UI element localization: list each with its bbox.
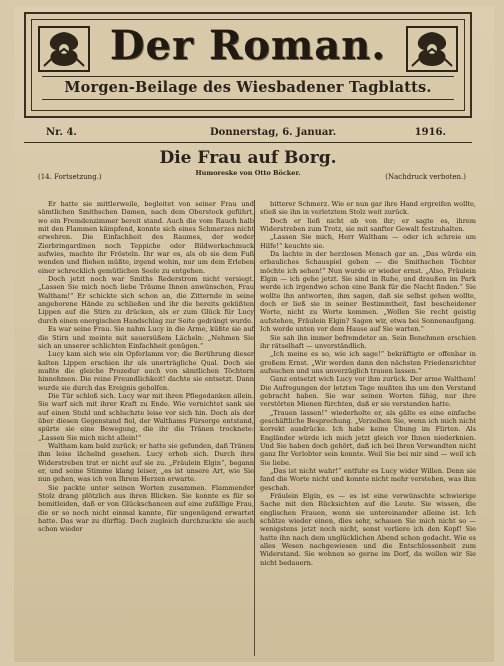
paragraph: Waltham kam bald zurück; er hatte sie gefunden, daß Tränen ihm leise lächelnd gesehen. Lucy erhob sich. Durch ihre Widerstreben trat er nicht auf sie zu. „Fräulein Elgin“, begann er, und seine Stimme klang leiser, „es ist unsere Art, wie Sie nun gehen, was ich von Ihrem Herzen erwarte. [38,441,254,484]
paragraph: bitterer Schmerz. Wie er nun gar ihre Hand ergreifen wollte, stieß sie ihn in verletztem Stolz weit zurück. [260,200,476,217]
paragraph: „Ich meine es so, wie ich sage!“ bekräftigte er offenbar in großem Ernst. „Wir werden dann den nächsten Friedensrichter aufsuchen und uns unverzüglich trauen lassen.“ [260,350,476,375]
paragraph: „Trauen lassen!“ wiederholte er, als gälte es eine einfache geschäftliche Besprechung. „Verzeihen Sie, wenn ich mich nicht korrekt ausdrücke. Ich habe keine Übung im Flirten. Als Engländer würde ich mich jetzt gleich vor Ihnen niederknien. Und Sie haben doch gehört, daß ich bei Ihren Verwandten nicht ganz Ihr Verlobter sein konnte. Weil Sie bei mir sind — weil ich Sie liebe. [260,408,476,467]
masthead-title: Der Roman. [109,22,387,69]
issue-number: Nr. 4. [46,127,77,138]
paragraph: Ganz entsetzt wich Lucy vor ihm zurück. Der arme Waltham! Die Aufregungen der letzten Tage mußten ihn um den Verstand gebracht haben. Sie war seinen Worten fähig, nur ihre verstörten Mienen fürchten, daß er sie verstanden hatte. [260,375,476,409]
paragraph: Doch er ließ nicht ab von ihr; er sagte es, ihrem Widerstreben zum Trotz, sie mit sanfter Gewalt festzuhalten. [260,216,476,234]
masthead-subtitle: Morgen-Beilage des Wiesbadener Tagblatts. [42,76,454,100]
story-title: Die Frau auf Borg. [159,148,337,168]
paragraph: Sie sah ihn immer befremdeter an. Sein Benehmen erschien ihr rätselhaft — unverständlich. [260,333,476,350]
paragraph: Da lachte in der herzlosen Mensch gar an. „Das würde ein erbauliches Schauspiel geben — die Smithschen Töchter möchte ich sehen!“ Nun wurde er wieder ernst. „Also, Fräulein Elgin — ich gehe jetzt. Sie sind in Ruhe, und draußen im Park werde ich irgendwo schon eine Bank für die Nacht finden.“ Sie wollte ihn antworten, ihm sagen, daß sie selbst gehen wollte, doch er ließ sie in seiner Bestimmtheit, fast bescheidener Worte, nicht zu Worte kommen. „Wollen Sie recht geistig aufstehen, Fräulein Elgin? Sagen wir, etwa bei Sonnenaufgang. Ich werde unten vor dem Hause auf Sie warten.“ [260,250,476,334]
paragraph: Es war seine Frau. Sie nahm Lucy in die Arme, küßte sie auf die Stirn und meinte mit sauersüßem Lächeln: „Nehmen Sie sich an unserer schlichten Einfachheit genügen.“ [38,325,254,350]
paragraph: Er hatte sie mittlerweile, begleitet von seiner Frau und sämtlichen Smithschen Damen, nach dem Oberstock geführt, wo ein Fremdenzimmer bereit stand. Auch die vom Rauch halb mit den Flammen kämpfend, konnte sich eines Schmerzes nicht erwehren. Die Einfachheit des Raumes, der weder Zierbringardinen noch Teppiche oder Bildwerkschmuck aufwies, machte ihr Frösteln. Ihr war es, als ob sie dem Fuß wenden und fliehen müßte, irgend wohin, nur um dem Erleben einer schrecklich gemütlichen Seele zu entgehen. [38,200,254,275]
paragraph: Lucy kam sich wie ein Opferlamm vor; die Berührung dieser kalten Lippen erschien ihr als unerträgliche Qual. Doch sie mußte die gleiche Prozedur auch von sämtlichen Töchtern hinnehmen. Die reine Freundlichkeit! dachte sie entsetzt. Dann wurde sie durch das Ereignis geholfen. [38,350,254,392]
paragraph: Die Tür schloß sich. Lucy war mit ihren Pflegedanken allein. Sie warf sich mit ihrer Kraft zu Ende. Wie vernichtet sank sie auf einen Stuhl und schluchzte leise vor sich hin. Doch als der über diesen Gegenstand fiel, der Walthams Fürsorge entstand, spürte sie eine Bewegung, die ihr die Tränen trocknete: „Lassen Sie mich nicht allein!“ [38,391,254,442]
text-column-right [260,200,476,660]
issue-year: 1916. [414,127,446,138]
paragraph: „Das ist nicht wahr!“ entfuhr es Lucy wider Willen. Denn sie fand die Worte nicht und konnte nicht mehr verstehen, was ihm geschah. [260,467,476,492]
paragraph: Doch jetzt noch war Smiths Rederstrom nicht versiegt. „Lassen Sie mich noch liebe Träume Ihnen anwünschen, Frau Waltham!“ Er schickte sich schon an, die Zitternde in seine angeborene Hände zu schließen und ihr die bereits geküßten Lippen auf die Stirn zu drücken, als er zum Glück für Lucy durch einen energischen Handschlag zur Seite gedrängt wurde. [38,275,254,325]
continuation-note: (14. Fortsetzung.) [38,173,102,181]
story-author: Humoreske von Otto Böcker. [195,169,301,177]
paragraph: Sie packte unter seinen Worten zusammen. Flammender Stolz drang plötzlich aus ihren Blicken. Sie konnte es für so bemitleiden, daß er von Glückschancen auf eine zufällige Frau, die er so noch nicht einmal kannte, für ungenügend erwartet hatte. Das war zu dürftig. Doch zugleich durchzuckte sie auch schon wieder [38,483,254,534]
masthead [24,12,472,118]
newspaper-page [14,6,494,662]
paragraph: „Lassen Sie mich, Herr Waltham — oder ich schreie um Hilfe!“ keuchte sie. [260,233,476,250]
left-ornament-icon [38,26,90,72]
story-header [24,148,472,194]
issue-line [24,124,472,143]
paragraph: Fräulein Elgin, es — es ist eine verwünschte schwierige Sache mit den Rücksichten auf die Leute. Sie wissen, die englischen Frauen, wenn sie untereinander alleine ist. Ich schätze wieder einen, dies sehr, schauen Sie mich nicht so — wenigstens jetzt noch nicht, sonst verliere ich den Kopf! Sie hatte ihn nach dem unglücklichen Abend schon gedacht. Wie es alles Wesen nachgewiesen und die Entschlossenheit zum Widerstand. Sie wohnen so gerne im Dorf, da wollen wir Sie nicht bedauern. [260,492,476,567]
issue-date: Donnerstag, 6. Januar. [210,127,337,138]
reprint-note: (Nachdruck verboten.) [385,173,466,181]
text-column-left [38,200,254,660]
right-ornament-icon [406,26,458,72]
column-divider [254,200,255,656]
